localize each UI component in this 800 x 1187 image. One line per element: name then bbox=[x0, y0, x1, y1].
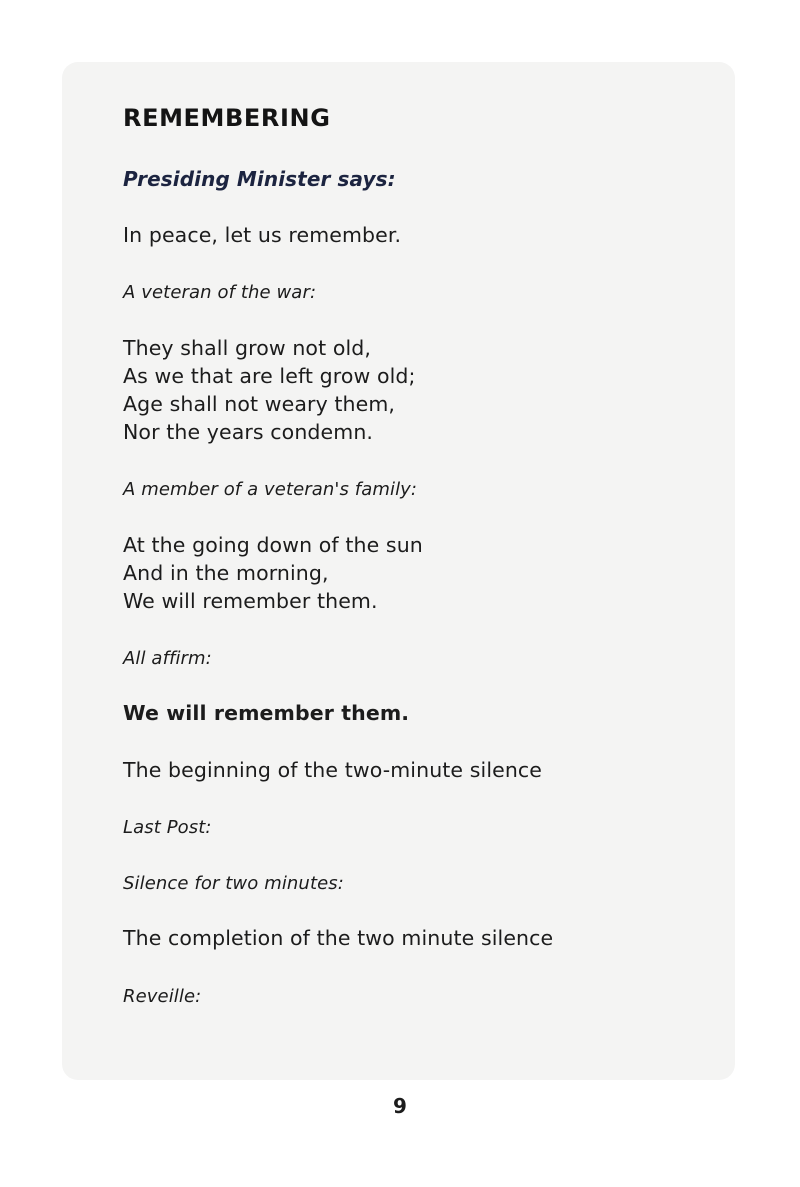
reveille-label: Reveille: bbox=[123, 986, 202, 1007]
stanza-line: At the going down of the sun bbox=[123, 533, 423, 557]
last-post-label: Last Post: bbox=[123, 817, 212, 838]
veteran-stanza bbox=[123, 334, 416, 446]
veteran-label: A veteran of the war: bbox=[123, 282, 317, 303]
stanza-line: Age shall not weary them, bbox=[123, 392, 396, 416]
affirm-response: We will remember them. bbox=[123, 701, 410, 725]
family-stanza bbox=[123, 531, 423, 615]
stanza-line: We will remember them. bbox=[123, 589, 378, 613]
family-member-label: A member of a veteran's family: bbox=[123, 479, 418, 500]
stanza-line: And in the morning, bbox=[123, 561, 329, 585]
silence-start-line: The beginning of the two-minute silence bbox=[123, 758, 543, 782]
page-number: 9 bbox=[393, 1094, 407, 1118]
silence-end-line: The completion of the two minute silence bbox=[123, 926, 554, 950]
opening-line: In peace, let us remember. bbox=[123, 223, 402, 247]
stanza-line: As we that are left grow old; bbox=[123, 364, 416, 388]
section-heading: REMEMBERING bbox=[123, 104, 331, 132]
stanza-line: They shall grow not old, bbox=[123, 336, 371, 360]
stanza-line: Nor the years condemn. bbox=[123, 420, 374, 444]
silence-label: Silence for two minutes: bbox=[123, 873, 344, 894]
all-affirm-label: All affirm: bbox=[123, 648, 212, 669]
presiding-minister-label: Presiding Minister says: bbox=[123, 167, 396, 191]
